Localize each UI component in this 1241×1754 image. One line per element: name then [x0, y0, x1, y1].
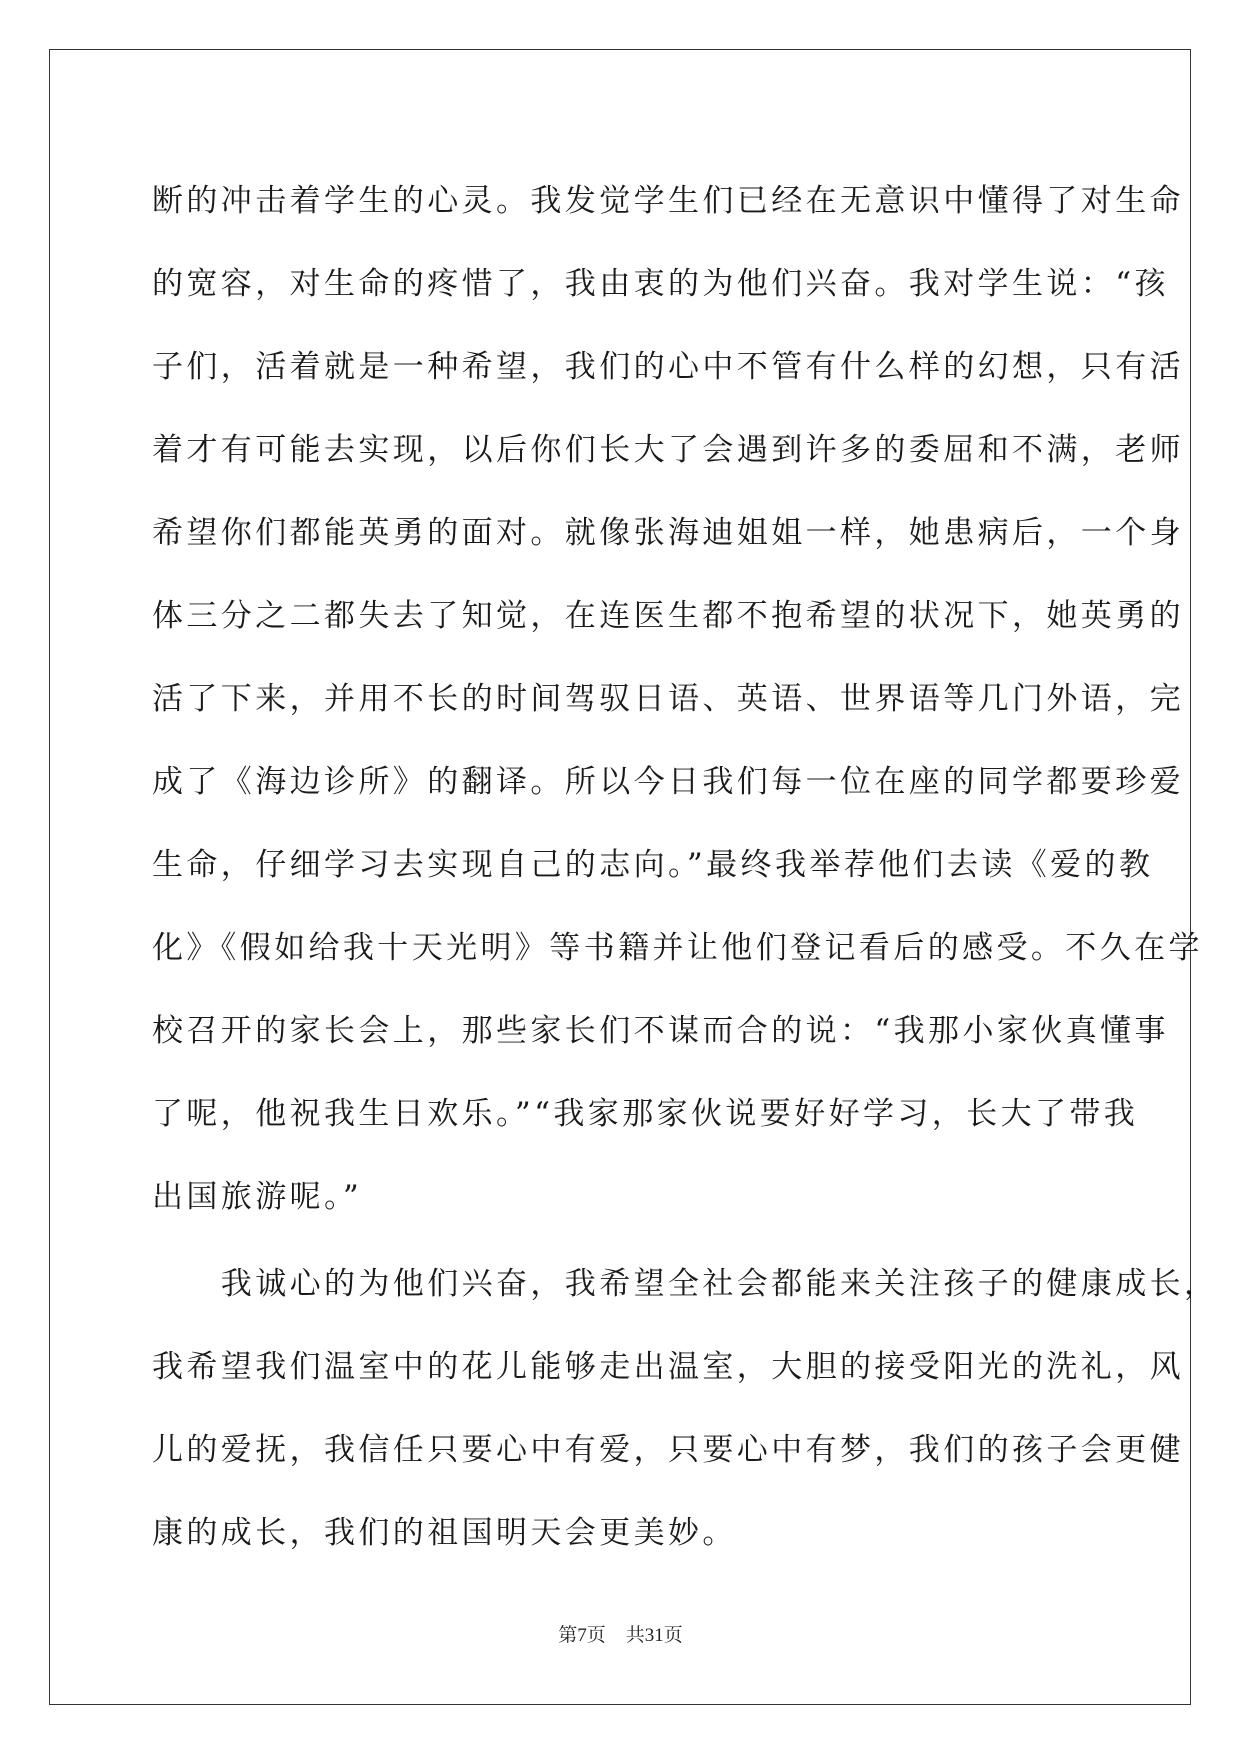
- paragraph-2: [152, 1243, 1219, 1575]
- text-line: 成了《海边诊所》的翻译。所以今日我们每一位在座的同学都要珍爱: [152, 764, 1184, 800]
- document-body: [152, 160, 1219, 1575]
- page-footer: [0, 1620, 1241, 1647]
- text-line: 生命，仔细学习去实现自己的志向。”最终我举荐他们去读《爱的教: [152, 847, 1154, 883]
- text-line: 康的成长，我们的祖国明天会更美妙。: [152, 1515, 737, 1551]
- text-line: 了呢，他祝我生日欢乐。”“我家那家伙说要好好学习，长大了带我: [152, 1096, 1139, 1132]
- text-line: 校召开的家长会上，那些家长们不谋而合的说：“我那小家伙真懂事: [152, 1013, 1169, 1049]
- text-line: 儿的爱抚，我信任只要心中有爱，只要心中有梦，我们的孩子会更健: [152, 1432, 1184, 1468]
- text-line: 我诚心的为他们兴奋，我希望全社会都能来关注孩子的健康成长，: [152, 1266, 1219, 1302]
- text-line: 子们，活着就是一种希望，我们的心中不管有什么样的幻想，只有活: [152, 349, 1184, 385]
- paragraph-1: [152, 160, 1203, 1239]
- total-page-count: 共31页: [625, 1625, 683, 1646]
- text-line: 希望你们都能英勇的面对。就像张海迪姐姐一样，她患病后，一个身: [152, 515, 1184, 551]
- text-line: 断的冲击着学生的心灵。我发觉学生们已经在无意识中懂得了对生命: [152, 183, 1184, 219]
- text-line: 化》《假如给我十天光明》等书籍并让他们登记看后的感受。不久在学: [152, 930, 1203, 966]
- text-line: 的宽容，对生命的疼惜了，我由衷的为他们兴奋。我对学生说：“孩: [152, 266, 1169, 302]
- current-page-number: 第7页: [558, 1625, 606, 1646]
- text-line: 出国旅游呢。”: [152, 1179, 363, 1215]
- text-line: 体三分之二都失去了知觉，在连医生都不抱希望的状况下，她英勇的: [152, 598, 1184, 634]
- text-line: 活了下来，并用不长的时间驾驭日语、英语、世界语等几门外语，完: [152, 681, 1184, 717]
- text-line: 着才有可能去实现，以后你们长大了会遇到许多的委屈和不满，老师: [152, 432, 1184, 468]
- text-line: 我希望我们温室中的花儿能够走出温室，大胆的接受阳光的洗礼，风: [152, 1349, 1184, 1385]
